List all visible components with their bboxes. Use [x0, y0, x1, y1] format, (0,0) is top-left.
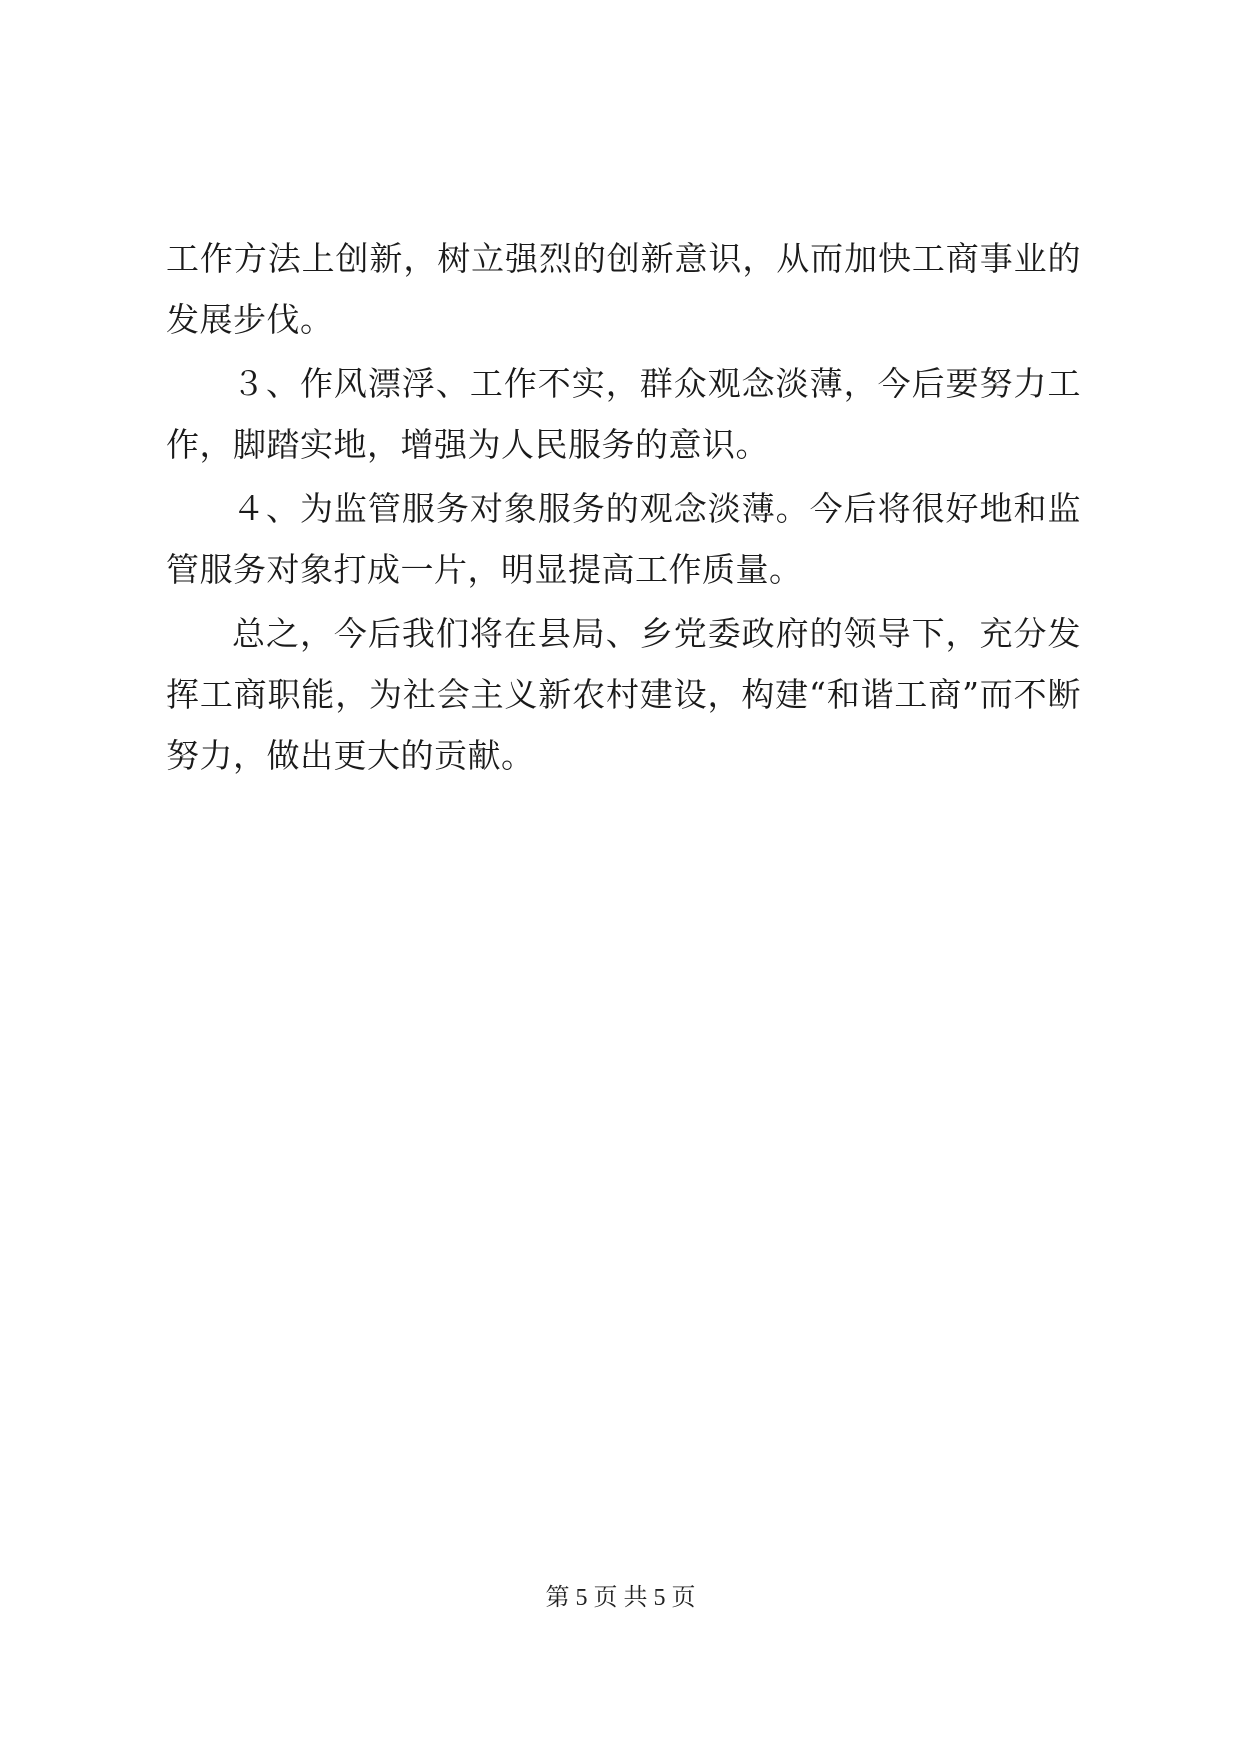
- paragraph-conclusion: 总之，今后我们将在县局、乡党委政府的领导下，充分发挥工商职能，为社会主义新农村建设，构建“和谐工商”而不断努力，做出更大的贡献。: [166, 614, 1081, 775]
- paragraph-item-4: ４、为监管服务对象服务的观念淡薄。今后将很好地和监管服务对象打成一片，明显提高工作质量。: [166, 489, 1081, 589]
- paragraph-continuation: 工作方法上创新，树立强烈的创新意识，从而加快工商事业的发展步伐。: [166, 239, 1081, 339]
- document-body: [166, 228, 1081, 786]
- page-number-footer: 第 5 页 共 5 页: [545, 1585, 696, 1611]
- paragraph-item-3: ３、作风漂浮、工作不实，群众观念淡薄，今后要努力工作，脚踏实地，增强为人民服务的意识。: [166, 364, 1081, 464]
